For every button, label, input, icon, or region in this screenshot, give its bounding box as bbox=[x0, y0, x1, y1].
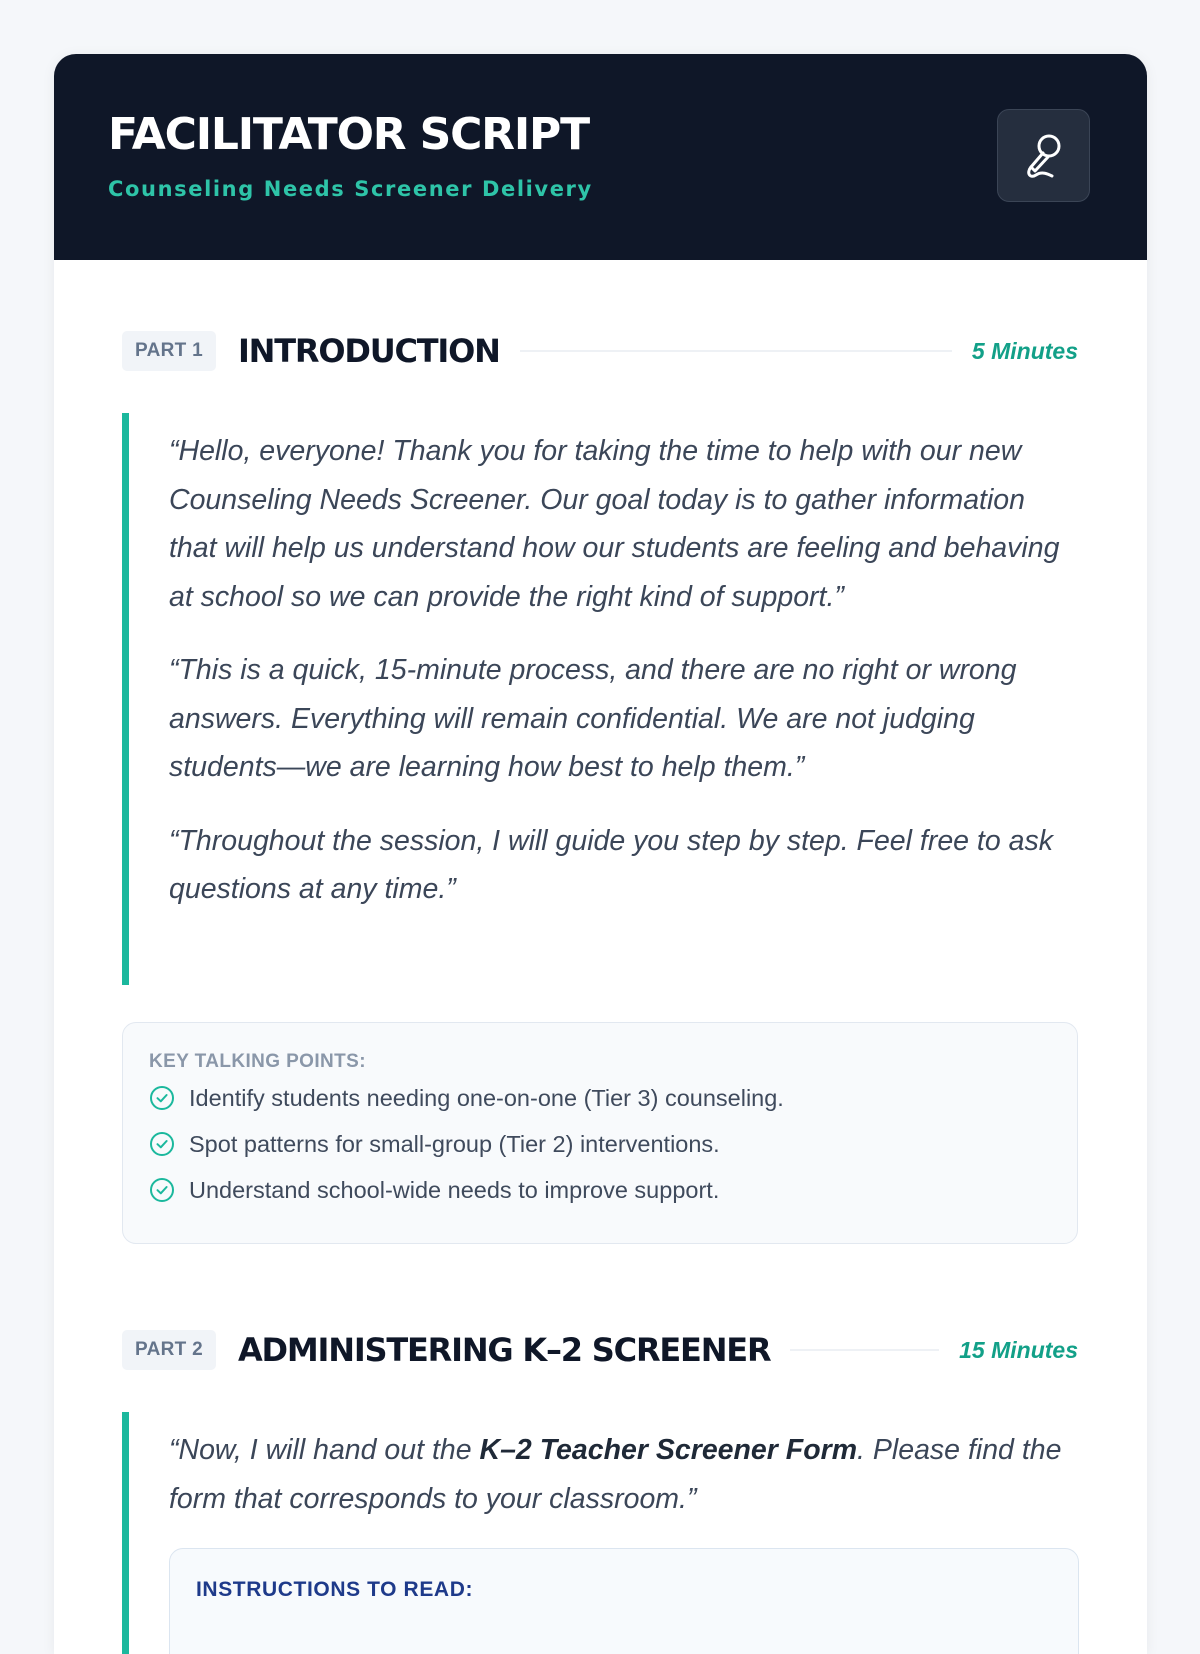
script-quote: “Hello, everyone! Thank you for taking the time to help with our new Counseling Needs Screener. Our goal today is to gather information that will help us understand how our students are feeling and behaving at school so we can provide the right kind of support.” bbox=[169, 435, 1060, 613]
form-name-emphasis: K–2 Teacher Screener Form bbox=[479, 1434, 858, 1466]
key-point-text: Identify students needing one-on-one (Tier 3) counseling. bbox=[189, 1084, 784, 1111]
part-badge: PART 1 bbox=[122, 331, 216, 371]
key-point-text: Spot patterns for small-group (Tier 2) interventions. bbox=[189, 1130, 720, 1157]
section-divider bbox=[520, 350, 952, 352]
section-divider bbox=[790, 1349, 939, 1351]
section-header-part-1 bbox=[122, 330, 1078, 372]
script-header bbox=[54, 54, 1147, 260]
microphone-icon bbox=[1022, 131, 1066, 181]
section-duration: 5 Minutes bbox=[971, 337, 1078, 364]
section-header-part-2 bbox=[122, 1329, 1078, 1371]
list-item bbox=[149, 1167, 1051, 1213]
page-title: FACILITATOR SCRIPT bbox=[108, 109, 589, 160]
list-item bbox=[149, 1121, 1051, 1167]
section-title: ADMINISTERING K–2 SCREENER bbox=[237, 1331, 771, 1369]
check-circle-icon bbox=[149, 1177, 175, 1203]
section-duration: 15 Minutes bbox=[959, 1336, 1078, 1363]
key-point-text: Understand school-wide needs to improve support. bbox=[189, 1176, 720, 1203]
check-circle-icon bbox=[149, 1085, 175, 1111]
check-circle-icon bbox=[149, 1131, 175, 1157]
instructions-box bbox=[169, 1548, 1079, 1654]
script-quote: “This is a quick, 15-minute process, and there are no right or wrong answers. Everything will remain confidential. We are not judging students—we are learning how best to help them.” bbox=[169, 654, 1017, 783]
key-points-title: KEY TALKING POINTS: bbox=[149, 1051, 366, 1072]
facilitator-script-card bbox=[54, 54, 1147, 1654]
part-badge: PART 2 bbox=[122, 1330, 216, 1370]
script-quote-block bbox=[122, 413, 1078, 985]
quote-text: “Now, I will hand out the bbox=[169, 1434, 480, 1466]
list-item bbox=[149, 1075, 1051, 1121]
page-subtitle: Counseling Needs Screener Delivery bbox=[108, 177, 593, 201]
key-talking-points bbox=[122, 1022, 1078, 1244]
microphone-button[interactable] bbox=[997, 109, 1090, 202]
quote-text: . Please find the form that corresponds to your classroom.” bbox=[169, 1434, 1062, 1515]
instructions-title: INSTRUCTIONS TO READ: bbox=[196, 1578, 474, 1601]
section-title: INTRODUCTION bbox=[237, 332, 500, 370]
script-quote: “Throughout the session, I will guide you step by step. Feel free to ask questions at any time.” bbox=[169, 824, 1053, 905]
script-quote bbox=[169, 1426, 1078, 1523]
